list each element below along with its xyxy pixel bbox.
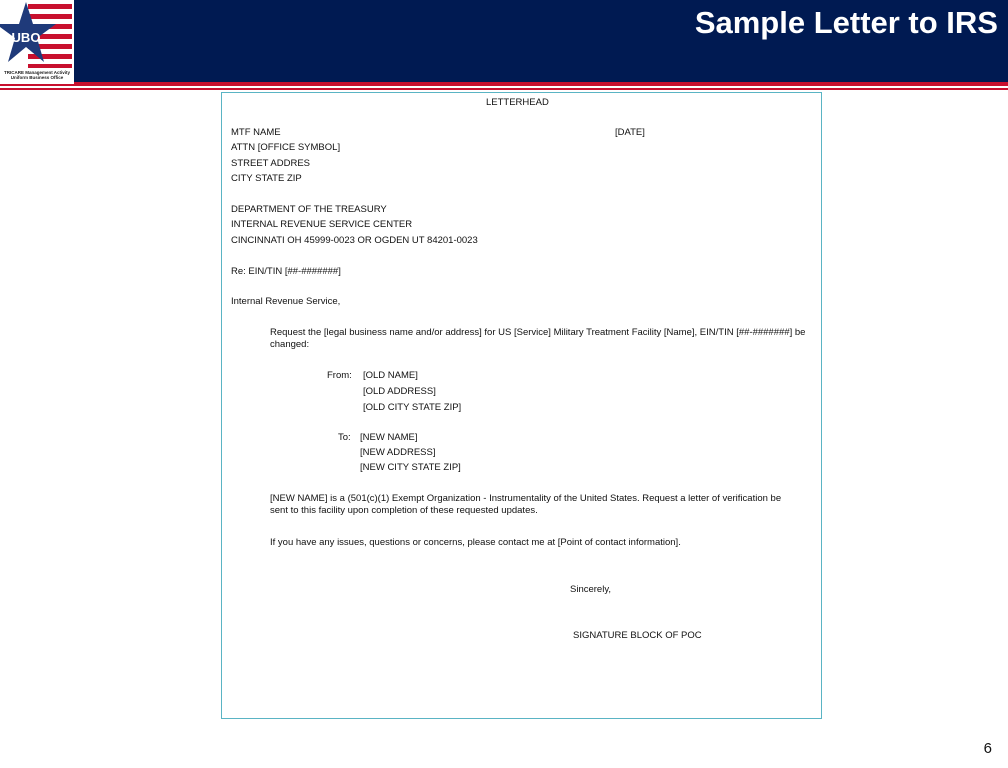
logo-text: UBO — [11, 30, 41, 45]
closing: Sincerely, — [570, 584, 612, 595]
logo-caption — [2, 70, 72, 80]
new-city: [NEW CITY STATE ZIP] — [360, 462, 461, 473]
page-number: 6 — [983, 740, 992, 757]
from-label: From: — [327, 370, 352, 381]
old-address: [OLD ADDRESS] — [363, 386, 436, 397]
header-thin-stripe — [0, 88, 1008, 90]
letter-frame — [221, 92, 822, 719]
new-address: [NEW ADDRESS] — [360, 447, 436, 458]
dept-line: DEPARTMENT OF THE TREASURY — [231, 204, 387, 215]
city-line: CITY STATE ZIP — [231, 173, 302, 184]
contact-paragraph: If you have any issues, questions or concerns, please contact me at [Point of contact information]. — [270, 537, 681, 548]
request-paragraph: Request the [legal business name and/or address] for US [Service] Military Treatment Facility [Name], EIN/TIN [##-#######] be changed: — [270, 327, 806, 350]
signature-block: SIGNATURE BLOCK OF POC — [573, 630, 702, 641]
letter-date: [DATE] — [615, 127, 645, 138]
attn-line: ATTN [OFFICE SYMBOL] — [231, 142, 341, 153]
to-label: To: — [338, 432, 351, 443]
logo-caption-line2: Uniform Business Office — [10, 75, 64, 80]
ubo-logo — [0, 0, 74, 84]
mtf-name: MTF NAME — [231, 127, 281, 138]
new-name: [NEW NAME] — [360, 432, 418, 443]
logo-caption-line1: TRICARE Management Activity — [3, 70, 71, 75]
ubo-flag-star-icon — [0, 0, 74, 70]
re-line: Re: EIN/TIN [##-#######] — [231, 266, 341, 277]
old-name: [OLD NAME] — [363, 370, 418, 381]
header-red-stripe — [0, 82, 1008, 86]
irs-center-line: INTERNAL REVENUE SERVICE CENTER — [231, 219, 413, 230]
irs-address-line: CINCINNATI OH 45999-0023 OR OGDEN UT 84201-0023 — [231, 235, 478, 246]
slide-title: Sample Letter to IRS — [694, 5, 998, 40]
salutation: Internal Revenue Service, — [231, 296, 341, 307]
exempt-paragraph: [NEW NAME] is a (501(c)(1) Exempt Organization - Instrumentality of the United States. Request a letter of verification be sent to this facility upon completion of these requested updates. — [270, 493, 782, 516]
letterhead-label: LETTERHEAD — [486, 97, 549, 108]
old-city: [OLD CITY STATE ZIP] — [363, 402, 462, 413]
street-line: STREET ADDRES — [231, 158, 311, 169]
